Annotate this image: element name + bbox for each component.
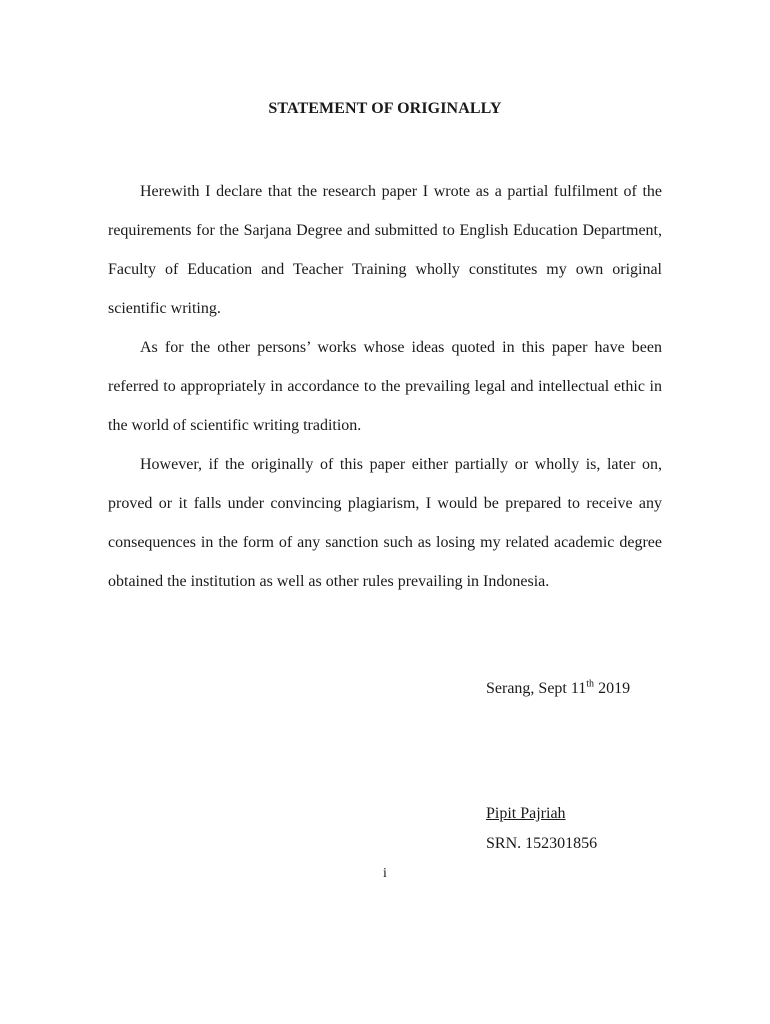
document-title: STATEMENT OF ORIGINALLY [268, 100, 502, 117]
page-number: i [383, 866, 387, 881]
student-registration-number: SRN. 152301856 [486, 835, 598, 852]
statement-body [108, 172, 662, 601]
paragraph-declaration: Herewith I declare that the research paper I wrote as a partial fulfilment of the requirements for the Sarjana Degree and submitted to English Education Department, Faculty of Education and Teacher Training wholly constitutes my own original scientific writing. [108, 183, 662, 317]
paragraph-plagiarism: However, if the originally of this paper either partially or wholly is, later on, proved or it falls under convincing plagiarism, I would be prepared to receive any consequences in the form of any sanction such as losing my related academic degree obtained the institution as well as other rules prevailing in Indonesia. [108, 456, 662, 590]
date-ordinal-suffix: th [586, 678, 595, 690]
signer-name: Pipit Pajriah [486, 805, 566, 822]
date-year: 2019 [594, 680, 631, 697]
place-date [486, 680, 726, 698]
paragraph-quoted-works: As for the other persons’ works whose ideas quoted in this paper have been referred to appropriately in accordance to the prevailing legal and intellectual ethic in the world of scientific writing tradition. [108, 339, 662, 434]
place-date-text: Serang, Sept 11 [486, 680, 587, 697]
